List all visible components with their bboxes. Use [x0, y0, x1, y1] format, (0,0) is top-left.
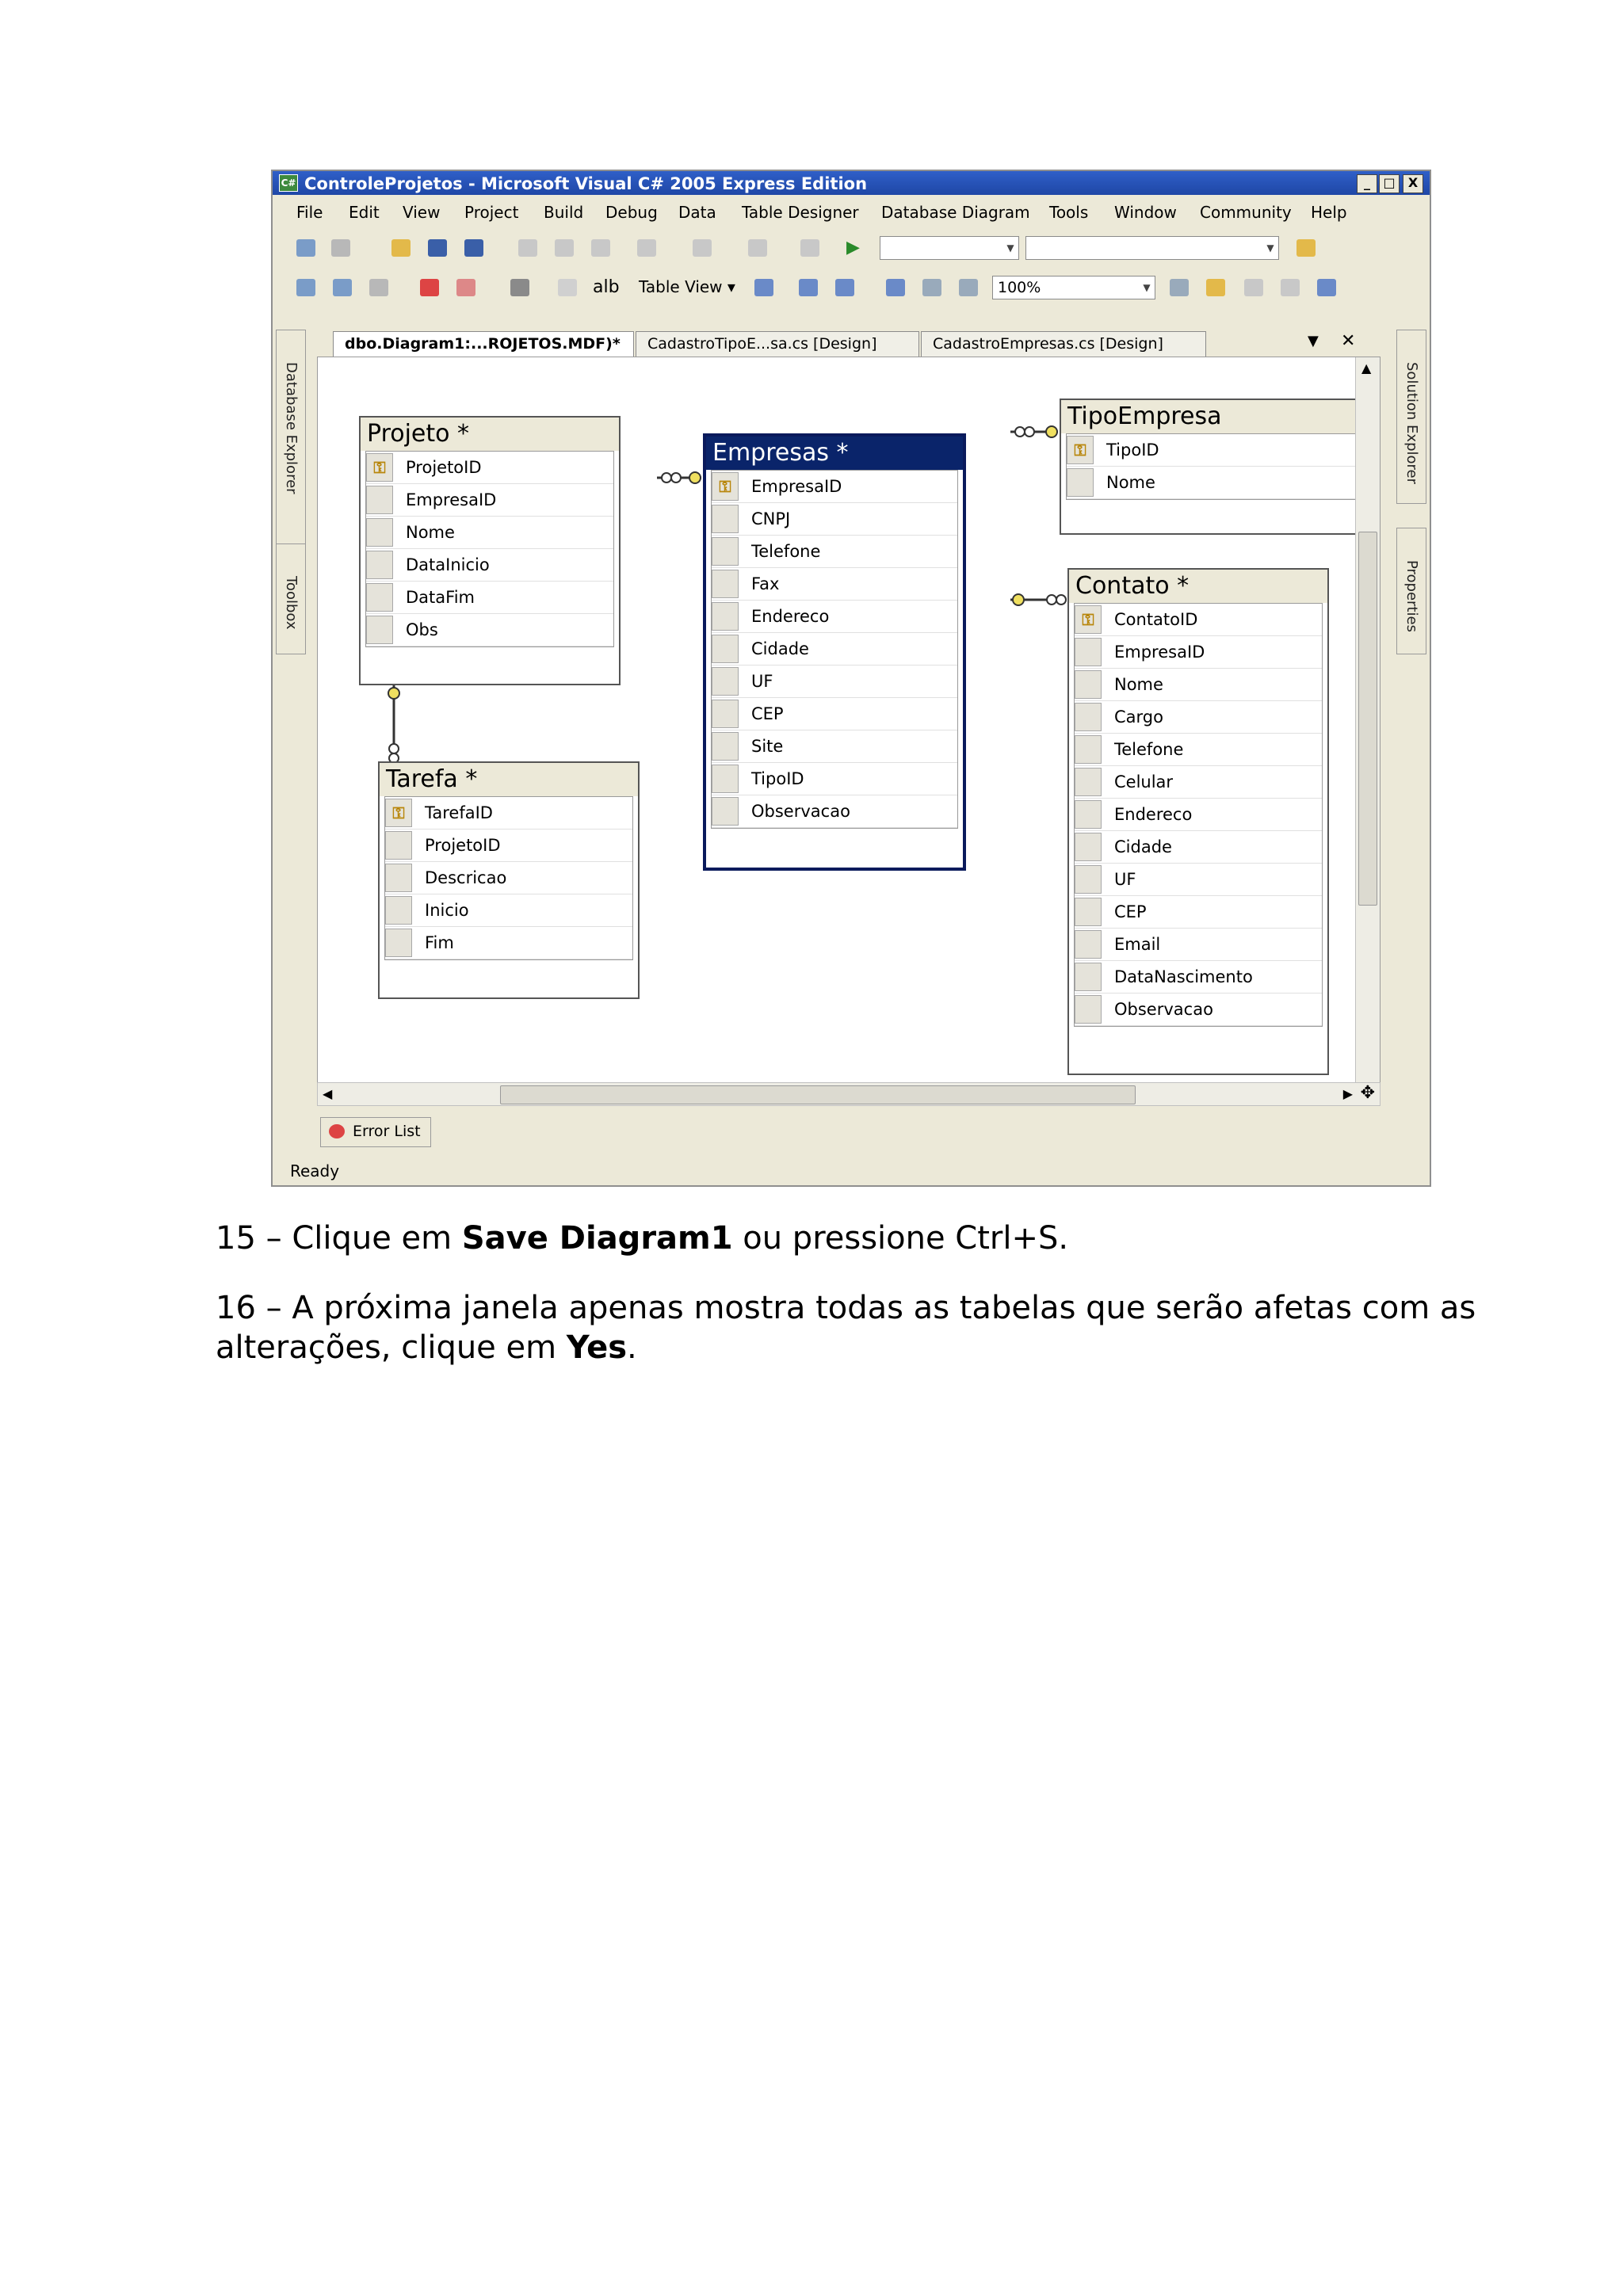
database-explorer-label: Database Explorer — [283, 362, 300, 494]
field-name: Cidade — [751, 639, 809, 658]
menu-window[interactable]: Window — [1114, 203, 1177, 222]
field-row[interactable] — [385, 927, 632, 959]
key-end-tipoempresa — [1046, 426, 1057, 437]
row-selector — [1075, 865, 1102, 894]
configuration-combo[interactable]: ▼ — [880, 236, 1019, 260]
field-row[interactable] — [1075, 636, 1322, 669]
key-icon: ⚿ — [366, 453, 393, 482]
field-row[interactable] — [366, 549, 613, 582]
menu-tools[interactable]: Tools — [1049, 203, 1089, 222]
row-selector — [1075, 638, 1102, 666]
table-view-button[interactable]: Table View ▾ — [639, 277, 735, 296]
field-row[interactable] — [385, 894, 632, 927]
tab-list-icon[interactable]: ▼ — [1308, 333, 1319, 349]
field-row[interactable] — [1075, 896, 1322, 929]
undo-icon[interactable] — [637, 239, 656, 257]
menu-edit[interactable]: Edit — [349, 203, 380, 222]
field-row[interactable] — [1075, 766, 1322, 799]
field-list — [384, 796, 633, 960]
field-row[interactable] — [712, 471, 957, 503]
table-title: Contato * — [1069, 570, 1327, 603]
field-name: UF — [1114, 870, 1136, 889]
solution-explorer-label: Solution Explorer — [1403, 362, 1420, 484]
field-row[interactable] — [366, 452, 613, 484]
field-row[interactable] — [712, 536, 957, 568]
row-selector — [366, 518, 393, 547]
field-name: CEP — [751, 704, 784, 723]
vertical-scroll-thumb[interactable] — [1358, 532, 1377, 906]
field-row[interactable] — [1075, 799, 1322, 831]
row-selector — [712, 537, 739, 566]
menu-build[interactable]: Build — [544, 203, 584, 222]
field-row[interactable] — [366, 484, 613, 517]
start-debug-icon[interactable]: ▶ — [846, 238, 860, 257]
scroll-up-icon[interactable]: ▲ — [1361, 360, 1372, 376]
scroll-right-icon[interactable]: ▶ — [1342, 1086, 1353, 1101]
row-selector — [712, 570, 739, 598]
field-row[interactable] — [385, 862, 632, 894]
step-16-prefix: alterações, clique em — [216, 1329, 567, 1366]
field-row[interactable] — [366, 517, 613, 549]
minimize-button[interactable]: _ — [1357, 174, 1377, 193]
table-tarefa[interactable] — [378, 761, 640, 999]
recalculate-icon[interactable] — [922, 279, 941, 296]
field-name: Fim — [425, 933, 454, 952]
check-constraints-icon[interactable] — [1317, 279, 1336, 296]
table-contato[interactable] — [1067, 568, 1329, 1075]
cut-icon[interactable] — [518, 239, 537, 257]
solution-folder-icon[interactable] — [1296, 239, 1316, 257]
infinity-end-projeto-b — [671, 473, 681, 482]
field-list — [711, 470, 958, 829]
field-row[interactable] — [712, 795, 957, 828]
new-project-icon[interactable] — [296, 239, 315, 257]
field-name: Endereco — [1114, 805, 1193, 824]
xml-icon[interactable] — [1281, 279, 1300, 296]
row-selector — [712, 602, 739, 631]
field-name: DataNascimento — [1114, 967, 1253, 986]
maximize-button[interactable]: □ — [1379, 174, 1400, 193]
row-selector — [366, 616, 393, 644]
relationship-icon[interactable] — [369, 279, 388, 296]
field-name: Descricao — [425, 868, 507, 887]
key-end-projeto — [388, 688, 399, 699]
field-name: Observacao — [1114, 1000, 1213, 1019]
field-name: Site — [751, 737, 784, 756]
field-name: TarefaID — [425, 803, 493, 822]
add-item-icon[interactable] — [331, 239, 350, 257]
row-selector — [385, 831, 412, 860]
generate-script-icon[interactable] — [510, 279, 529, 296]
key-icon: ⚿ — [1075, 605, 1102, 634]
field-name: ProjetoID — [425, 836, 501, 855]
tab-diagram[interactable]: dbo.Diagram1:...ROJETOS.MDF)* — [333, 331, 634, 357]
page-break-icon[interactable] — [886, 279, 905, 296]
row-selector — [1075, 800, 1102, 829]
indexes-icon[interactable] — [1244, 279, 1263, 296]
menu-table-designer[interactable]: Table Designer — [742, 203, 859, 222]
field-name: Nome — [1114, 675, 1163, 694]
copy-icon[interactable] — [555, 239, 574, 257]
step-16-suffix: . — [627, 1329, 637, 1366]
table-title: Tarefa * — [380, 763, 638, 796]
field-row[interactable] — [712, 763, 957, 795]
table-tipoempresa[interactable] — [1060, 399, 1369, 535]
diagram-canvas[interactable] — [317, 357, 1381, 1101]
row-selector — [1075, 963, 1102, 991]
field-row[interactable] — [712, 698, 957, 730]
row-selector — [712, 797, 739, 826]
row-selector — [1075, 833, 1102, 861]
menu-view[interactable]: View — [403, 203, 441, 222]
field-name: EmpresaID — [1114, 643, 1205, 662]
table-empresas[interactable] — [703, 433, 966, 871]
field-row[interactable] — [366, 614, 613, 646]
field-name: Fax — [751, 574, 780, 593]
save-icon[interactable] — [428, 239, 447, 257]
field-row[interactable] — [712, 730, 957, 763]
alb-text[interactable]: alb — [593, 277, 620, 297]
field-row[interactable] — [385, 797, 632, 830]
menu-community[interactable]: Community — [1200, 203, 1292, 222]
field-name: Endereco — [751, 607, 830, 626]
error-list-tab[interactable] — [320, 1117, 431, 1147]
primary-key-icon[interactable] — [558, 279, 577, 296]
field-row[interactable] — [1075, 961, 1322, 994]
field-row[interactable] — [712, 666, 957, 698]
arrange-selection-icon[interactable] — [835, 279, 854, 296]
row-selector — [712, 667, 739, 696]
menu-debug[interactable]: Debug — [605, 203, 658, 222]
row-selector — [1075, 703, 1102, 731]
status-bar — [273, 1154, 1430, 1185]
row-selector — [1075, 670, 1102, 699]
delete-table-icon[interactable] — [420, 279, 439, 296]
toolbox-label: Toolbox — [283, 576, 300, 630]
field-row[interactable] — [1075, 669, 1322, 701]
field-name: DataFim — [406, 588, 475, 607]
paste-icon[interactable] — [591, 239, 610, 257]
save-all-icon[interactable] — [464, 239, 483, 257]
title-bar — [273, 171, 1430, 195]
step-16-line1: 16 – A próxima janela apenas mostra todas as tabelas que serão afetas com as — [216, 1290, 1476, 1326]
field-row[interactable] — [1075, 604, 1322, 636]
field-row[interactable] — [1075, 929, 1322, 961]
field-row[interactable] — [385, 830, 632, 862]
new-text-icon[interactable] — [1170, 279, 1189, 296]
key-icon: ⚿ — [1067, 436, 1094, 464]
row-selector — [712, 700, 739, 728]
add-table-icon[interactable] — [333, 279, 352, 296]
field-name: Cargo — [1114, 707, 1163, 727]
row-selector — [1075, 930, 1102, 959]
step-15-prefix: 15 – Clique em — [216, 1220, 462, 1257]
field-list — [1066, 433, 1362, 500]
standard-toolbar — [281, 231, 1406, 263]
app-icon: C# — [279, 174, 298, 192]
properties-icon[interactable] — [1206, 279, 1225, 296]
window-title: ControleProjetos - Microsoft Visual C# 2005 Express Edition — [304, 174, 868, 193]
field-row[interactable] — [1075, 864, 1322, 896]
field-row[interactable] — [712, 633, 957, 666]
row-selector — [385, 929, 412, 957]
field-list — [365, 451, 614, 647]
field-row[interactable] — [712, 503, 957, 536]
key-icon: ⚿ — [385, 799, 412, 827]
show-relationship-icon[interactable] — [959, 279, 978, 296]
step-16-line2 — [216, 1329, 637, 1366]
row-selector — [1075, 898, 1102, 926]
field-name: ContatoID — [1114, 610, 1198, 629]
field-row[interactable] — [1075, 734, 1322, 766]
field-row[interactable] — [366, 582, 613, 614]
open-icon[interactable] — [391, 239, 411, 257]
solution-explorer-panel[interactable] — [1396, 330, 1426, 504]
table-designer-toolbar — [281, 271, 1406, 303]
field-name: Email — [1114, 935, 1161, 954]
row-selector — [1067, 468, 1094, 497]
vertical-scrollbar[interactable] — [1355, 357, 1380, 1100]
scroll-left-icon[interactable]: ◀ — [323, 1086, 333, 1101]
row-selector — [712, 635, 739, 663]
row-selector — [1075, 995, 1102, 1024]
field-row[interactable] — [712, 568, 957, 601]
infinity-end-contato-a — [1047, 595, 1056, 605]
table-title: Empresas * — [706, 437, 963, 470]
horizontal-scroll-thumb[interactable] — [500, 1085, 1136, 1104]
field-row[interactable] — [712, 601, 957, 633]
step-15-bold: Save Diagram1 — [461, 1220, 733, 1257]
field-name: Telefone — [751, 542, 821, 561]
tab-cadastro-tipo-empresa[interactable]: CadastroTipoE...sa.cs [Design] — [636, 331, 919, 357]
row-selector — [712, 732, 739, 761]
field-name: Inicio — [425, 901, 469, 920]
menu-data[interactable]: Data — [678, 203, 716, 222]
field-name: Telefone — [1114, 740, 1184, 759]
error-icon — [329, 1124, 345, 1138]
key-end-empresas-contato — [1013, 594, 1024, 605]
field-row[interactable] — [1067, 467, 1361, 499]
step-15-suffix: ou pressione Ctrl+S. — [732, 1220, 1069, 1257]
row-selector — [1075, 768, 1102, 796]
autosize-icon[interactable] — [754, 279, 773, 296]
row-selector — [366, 551, 393, 579]
database-explorer-panel[interactable] — [276, 330, 306, 551]
close-tab-icon[interactable]: ✕ — [1341, 331, 1356, 351]
field-name: TipoID — [1106, 441, 1159, 460]
row-selector — [385, 864, 412, 892]
field-name: CNPJ — [751, 509, 791, 528]
infinity-end-contato-b — [1056, 595, 1066, 605]
properties-panel[interactable] — [1396, 528, 1426, 654]
step-16-bold: Yes — [566, 1329, 628, 1366]
menu-bar — [273, 198, 1430, 225]
zoom-value: 100% — [998, 279, 1041, 296]
infinity-end-tarefa-a — [389, 744, 399, 753]
infinity-end-empresas-a — [1015, 427, 1025, 437]
field-name: TipoID — [751, 769, 804, 788]
row-selector — [1075, 735, 1102, 764]
error-list-label: Error List — [353, 1123, 421, 1140]
field-row[interactable] — [1075, 701, 1322, 734]
pan-move-icon[interactable]: ✥ — [1360, 1083, 1375, 1103]
arrange-icon[interactable] — [799, 279, 818, 296]
field-name: Nome — [1106, 473, 1155, 492]
table-title: TipoEmpresa — [1061, 400, 1367, 433]
row-selector — [385, 896, 412, 925]
field-name: Obs — [406, 620, 438, 639]
document-tabs — [317, 330, 1363, 357]
navigate-icon[interactable] — [748, 239, 767, 257]
field-name: EmpresaID — [406, 490, 497, 509]
properties-label: Properties — [1403, 560, 1420, 632]
menu-help[interactable]: Help — [1311, 203, 1347, 222]
horizontal-scrollbar[interactable] — [317, 1082, 1381, 1106]
tab-cadastro-empresas[interactable]: CadastroEmpresas.cs [Design] — [921, 331, 1206, 357]
row-selector — [712, 765, 739, 793]
close-button[interactable]: X — [1403, 174, 1423, 193]
field-row[interactable] — [1075, 994, 1322, 1026]
field-row[interactable] — [1067, 434, 1361, 467]
find-icon[interactable] — [800, 239, 819, 257]
table-title: Projeto * — [361, 418, 619, 451]
field-name: Observacao — [751, 802, 850, 821]
key-end-empresas — [689, 472, 701, 483]
infinity-end-projeto-a — [662, 473, 671, 482]
field-name: Nome — [406, 523, 455, 542]
field-name: Celular — [1114, 772, 1174, 791]
platform-combo[interactable]: ▼ — [1025, 236, 1279, 260]
field-name: UF — [751, 672, 773, 691]
toolbox-panel[interactable] — [276, 543, 306, 654]
new-table-icon[interactable] — [296, 279, 315, 296]
row-selector — [366, 486, 393, 514]
field-row[interactable] — [1075, 831, 1322, 864]
status-text: Ready — [290, 1161, 340, 1180]
zoom-combo[interactable]: 100% ▼ — [992, 276, 1155, 299]
field-list — [1074, 603, 1323, 1027]
field-name: DataInicio — [406, 555, 490, 574]
remove-icon[interactable] — [456, 279, 475, 296]
step-15-text — [216, 1220, 1068, 1257]
menu-project[interactable]: Project — [464, 203, 519, 222]
row-selector — [366, 583, 393, 612]
redo-icon[interactable] — [693, 239, 712, 257]
screenshot-window — [271, 170, 1431, 1187]
field-name: ProjetoID — [406, 458, 482, 477]
key-icon: ⚿ — [712, 472, 739, 501]
menu-file[interactable]: File — [296, 203, 323, 222]
field-name: Cidade — [1114, 837, 1172, 856]
row-selector — [712, 505, 739, 533]
field-name: EmpresaID — [751, 477, 842, 496]
field-name: CEP — [1114, 902, 1147, 921]
infinity-end-empresas-b — [1025, 427, 1034, 437]
table-projeto[interactable] — [359, 416, 621, 685]
menu-database-diagram[interactable]: Database Diagram — [881, 203, 1030, 222]
